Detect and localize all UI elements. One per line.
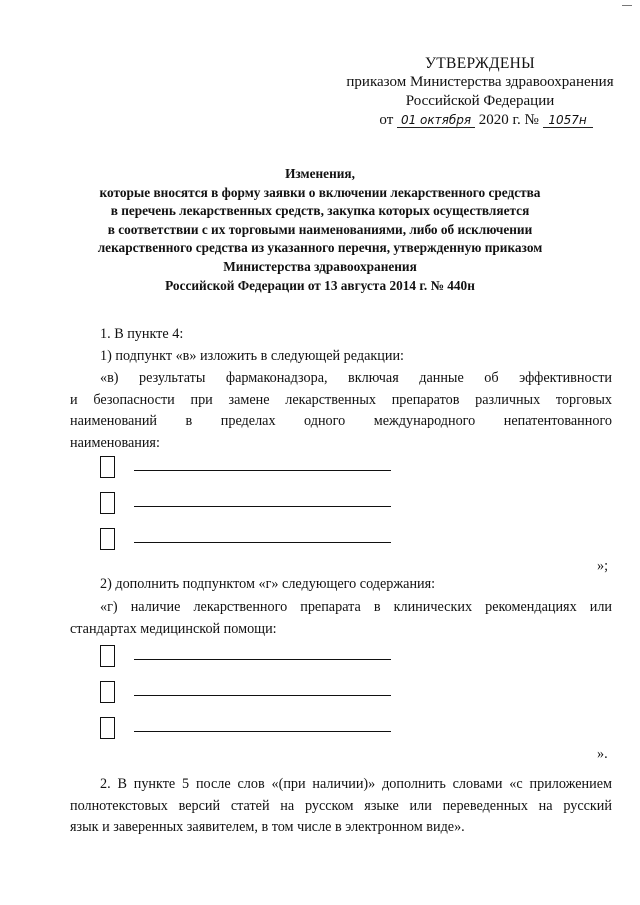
year-text: 2020 г. № [478,112,539,128]
item-2 [70,774,612,839]
blank-line [134,506,391,507]
blank-line [134,695,391,696]
empty-checkbox [100,456,115,478]
handwritten-number: 1057н [543,113,593,128]
quote-1-line-3: наименований в пределах одного международного непатентованного [70,413,612,429]
item-2-line-1: 2. В пункте 5 после слов «(при наличии)» дополнить словами «с приложением [100,776,612,792]
blank-line [134,470,391,471]
handwritten-date: 01 октября [397,113,475,128]
title-line-1: Изменения, [285,166,355,181]
approval-order-line: приказом Министерства здравоохранения [346,74,614,90]
empty-checkbox [100,528,115,550]
item-2-line-3: язык и заверенных заявителем, в том числе в электронном виде». [70,819,465,835]
closing-quote-1: »; [597,558,609,574]
empty-checkbox [100,492,115,514]
empty-checkbox [100,645,115,667]
quote-2-line-2: стандартах медицинской помощи: [70,620,277,637]
approval-date-line [342,111,630,130]
blank-line [134,542,391,543]
approval-block [330,54,630,130]
item-1-sub-1: 1) подпункт «в» изложить в следующей редакции: [100,348,404,364]
title-line-5: лекарственного средства из указанного перечня, утвержденную приказом [97,240,543,256]
item-1-sub-2: 2) дополнить подпунктом «г» следующего содержания: [100,576,436,592]
corner-mark [622,5,632,6]
approval-title: УТВЕРЖДЕНЫ [425,55,535,72]
blank-line [134,731,391,732]
title-line-2: которые вносятся в форму заявки о включении лекарственного средства [99,184,541,200]
item-1-heading: 1. В пункте 4: [100,326,184,342]
title-line-3: в перечень лекарственных средств, закупка которых осуществляется [110,203,530,219]
date-prefix: от [379,112,394,128]
quote-1-line-4: наименования: [70,434,160,451]
item-1-sub-2-quote [70,597,612,640]
quote-1-line-1: «в) результаты фармаконадзора, включая данные об эффективности [100,370,612,386]
title-line-6: Министерства здравоохранения [223,258,417,274]
empty-checkbox [100,681,115,703]
quote-1-line-2: и безопасности при замене лекарственных препаратов различных торговых [70,391,612,408]
title-line-7: Российской Федерации от 13 августа 2014 г. № 440н [165,277,475,293]
empty-checkbox [100,717,115,739]
document-title [40,165,600,295]
quote-2-line-1: «г) наличие лекарственного препарата в клинических рекомендациях или [100,599,612,615]
closing-quote-2: ». [597,746,608,762]
title-line-4: в соответствии с их торговыми наименованиями, либо об исключении [107,221,533,237]
blank-line [134,659,391,660]
item-2-line-2: полнотекстовых версий статей на русском языке или переведенных на русский [70,797,612,814]
approval-country-line: Российской Федерации [405,93,555,109]
item-1-sub-1-quote [70,368,612,454]
